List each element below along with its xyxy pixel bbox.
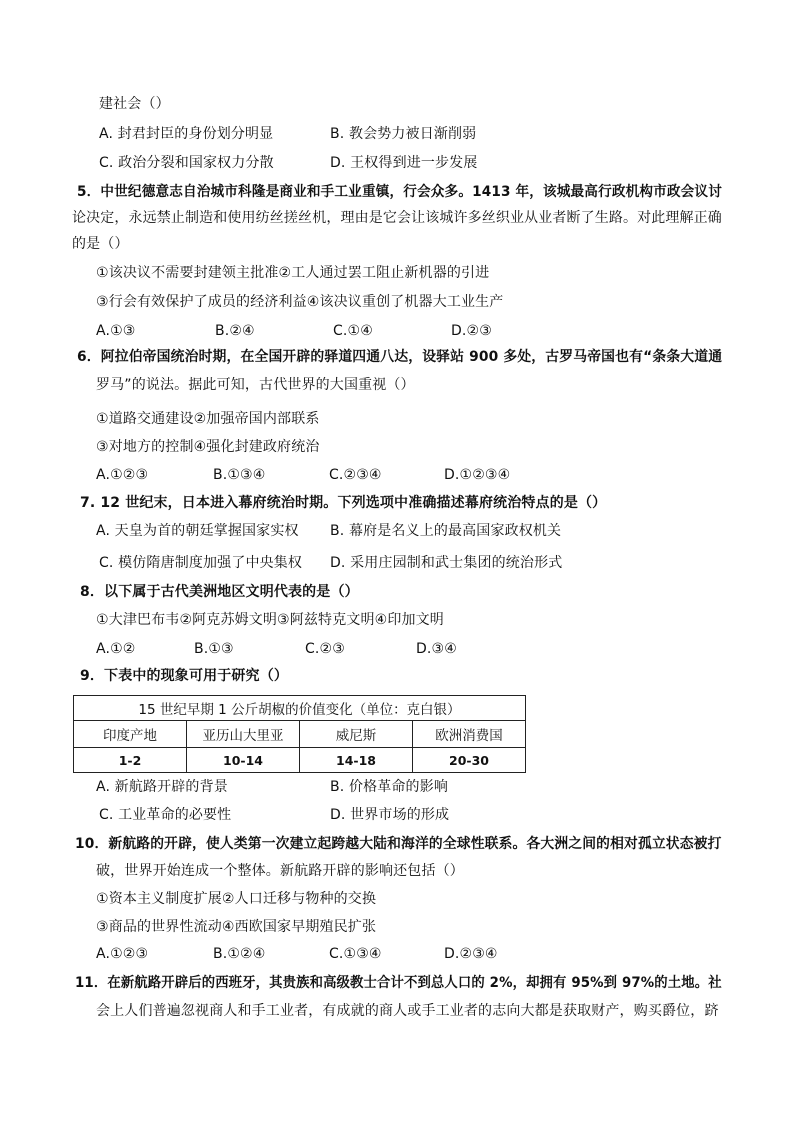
q11-stem-line-2: 会上人们普遍忽视商人和手工业者，有成就的商人或手工业者的志向大都是获取财产，购买爵位，跻 [96,1003,719,1019]
q9-option-c: C. 工业革命的必要性 [99,807,232,823]
q11-stem-line-1: 11．在新航路开辟后的西班牙，其贵族和高级教士合计不到总人口的 2%，却拥有 95%到 97%的土地。社 [75,975,722,991]
q7-option-b: B. 幕府是名义上的最高国家政权机关 [330,523,562,539]
q4-option-c: C. 政治分裂和国家权力分散 [99,155,274,171]
q4-stem-tail: 建社会（） [99,96,170,112]
q9-stem-line-1: 9．下表中的现象可用于研究（） [80,668,288,684]
q10-option-a: A.①②③ [96,946,149,962]
pepper-price-table [73,695,526,773]
q7-option-a: A. 天皇为首的朝廷掌握国家实权 [96,523,299,539]
q6-item-line-2: ③对地方的控制④强化封建政府统治 [96,439,320,455]
q7-stem-line-1: 7. 12 世纪末，日本进入幕府统治时期。下列选项中准确描述幕府统治特点的是（） [80,495,607,511]
table-cell: 14-18 [300,748,413,773]
q5-stem-line-2: 论决定，永远禁止制造和使用纺丝搓丝机，理由是它会让该城许多丝织业从业者断了生路。对此理解正确 [72,210,722,226]
q5-option-c: C.①④ [333,323,373,339]
q9-option-b: B. 价格革命的影响 [330,779,449,795]
table-title: 15 世纪早期 1 公斤胡椒的价值变化（单位：克白银） [74,696,526,721]
table-cell: 20-30 [413,748,526,773]
table-cell: 1-2 [74,748,187,773]
q5-option-d: D.②③ [451,323,492,339]
q7-option-c: C. 模仿隋唐制度加强了中央集权 [99,555,303,571]
table-row [74,748,526,773]
q8-option-a: A.①② [96,641,136,657]
q10-stem-line-1: 10．新航路的开辟，使人类第一次建立起跨越大陆和海洋的全球性联系。各大洲之间的相对孤立状态被打 [75,836,722,852]
q4-option-d: D. 王权得到进一步发展 [330,155,478,171]
q10-item-line-1: ①资本主义制度扩展②人口迁移与物种的交换 [96,891,377,907]
q5-stem-line-1: 5．中世纪德意志自治城市科隆是商业和手工业重镇，行会众多。1413 年，该城最高行政机构市政会议讨 [77,184,722,200]
q6-option-a: A.①②③ [96,467,149,483]
q5-item-line-2: ③行会有效保护了成员的经济利益④该决议重创了机器大工业生产 [96,294,504,310]
q8-item-line-1: ①大津巴布韦②阿克苏姆文明③阿兹特克文明④印加文明 [96,612,444,628]
q10-option-c: C.①③④ [329,946,382,962]
q5-stem-line-3: 的是（） [72,236,129,252]
q5-option-a: A.①③ [96,323,136,339]
table-header-cell: 亚历山大里亚 [187,721,300,748]
table-header-cell: 印度产地 [74,721,187,748]
q4-option-a: A. 封君封臣的身份划分明显 [99,126,274,142]
q6-option-b: B.①③④ [213,467,266,483]
q8-option-b: B.①③ [194,641,234,657]
q10-stem-line-2: 破，世界开始连成一个整体。新航路开辟的影响还包括（） [96,863,464,879]
q5-option-b: B.②④ [215,323,255,339]
q8-option-d: D.③④ [416,641,457,657]
q10-item-line-2: ③商品的世界性流动④西欧国家早期殖民扩张 [96,919,377,935]
q4-option-b: B. 教会势力被日渐削弱 [330,126,477,142]
q8-option-c: C.②③ [305,641,345,657]
q9-option-d: D. 世界市场的形成 [330,807,450,823]
q8-stem-line-1: 8．以下属于古代美洲地区文明代表的是（） [80,584,359,600]
q6-stem-line-1: 6．阿拉伯帝国统治时期，在全国开辟的驿道四通八达，设驿站 900 多处，古罗马帝国也有“条条大道通 [77,349,723,365]
q10-option-b: B.①②④ [213,946,266,962]
table-header-cell: 欧洲消费国 [413,721,526,748]
q9-option-a: A. 新航路开辟的背景 [96,779,228,795]
table-header-row [74,721,526,748]
q6-option-c: C.②③④ [329,467,382,483]
table-cell: 10-14 [187,748,300,773]
table-header-cell: 威尼斯 [300,721,413,748]
q10-option-d: D.②③④ [444,946,498,962]
q7-option-d: D. 采用庄园制和武士集团的统治形式 [330,555,563,571]
q6-option-d: D.①②③④ [444,467,511,483]
q6-item-line-1: ①道路交通建设②加强帝国内部联系 [96,411,320,427]
q6-stem-line-2: 罗马”的说法。据此可知，古代世界的大国重视（） [96,377,415,393]
q5-item-line-1: ①该决议不需要封建领主批准②工人通过罢工阻止新机器的引进 [96,265,490,281]
